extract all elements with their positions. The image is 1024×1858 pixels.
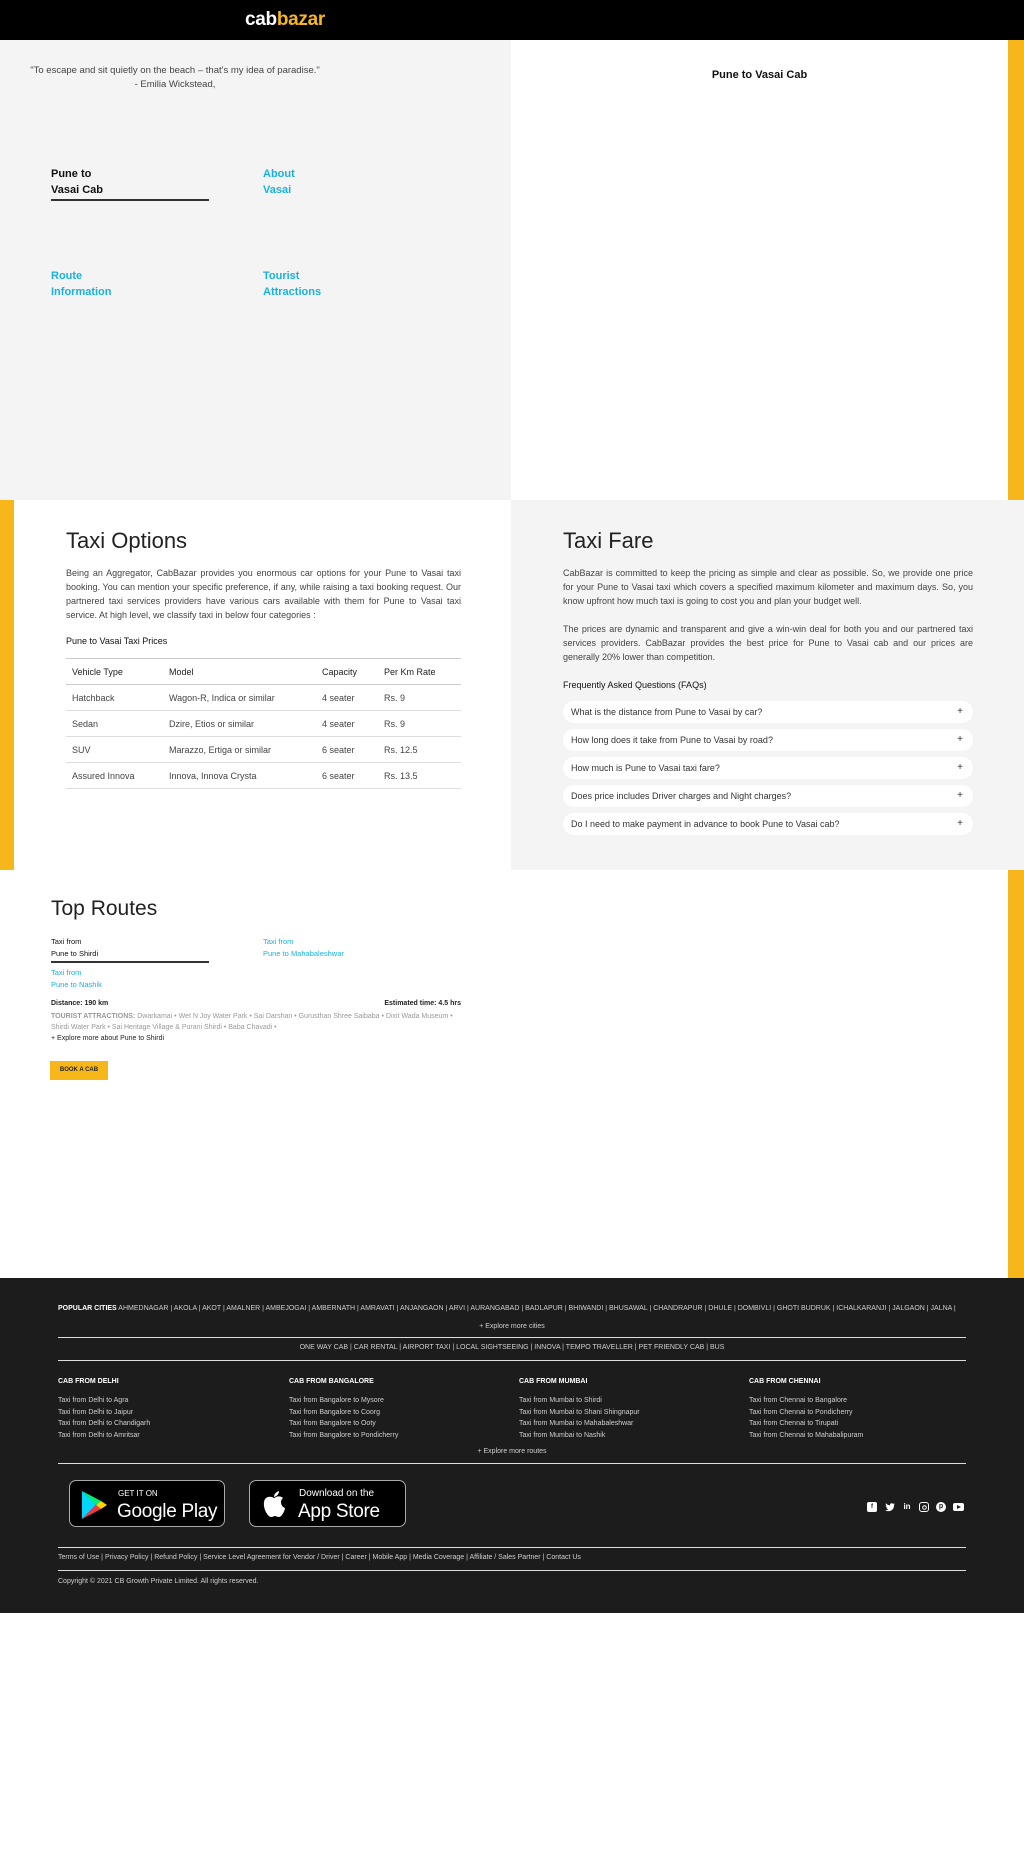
route-tab-line1: Taxi from xyxy=(51,937,82,946)
taxi-options-section xyxy=(0,500,511,870)
table-cell: Innova, Innova Crysta xyxy=(163,763,316,789)
route-link[interactable]: Taxi from Delhi to Chandigarh xyxy=(58,1420,151,1427)
route-tab-line2: Pune to Nashik xyxy=(51,980,102,989)
route-link[interactable]: Taxi from Chennai to Tirupati xyxy=(749,1420,839,1427)
tab-label-line2: Information xyxy=(51,286,112,298)
table-row xyxy=(66,763,461,789)
tab-label-line1: Pune to xyxy=(51,168,92,180)
google-play-icon xyxy=(80,1490,108,1520)
divider xyxy=(58,1463,966,1464)
route-list xyxy=(519,1395,640,1441)
app-store-button[interactable] xyxy=(249,1480,406,1527)
route-link[interactable]: Taxi from Delhi to Amritsar xyxy=(58,1431,140,1439)
faq-question: How long does it take from Pune to Vasai by road? xyxy=(571,735,773,745)
explore-more-cities-link[interactable]: + Explore more cities xyxy=(479,1323,545,1330)
copyright-text: Copyright © 2021 CB Growth Private Limited. All rights reserved. xyxy=(58,1578,259,1585)
plus-icon[interactable]: + xyxy=(957,762,963,773)
tourist-attractions-list xyxy=(51,1011,461,1033)
column-header: Vehicle Type xyxy=(66,659,163,685)
faq-question: Does price includes Driver charges and Night charges? xyxy=(571,791,792,801)
tab-label-line2: Vasai xyxy=(263,184,292,196)
route-link[interactable]: Taxi from Delhi to Jaipur xyxy=(58,1408,134,1416)
logo-text-cab: cab xyxy=(245,9,277,30)
table-cell: Rs. 9 xyxy=(378,711,461,737)
faq-question: Do I need to make payment in advance to book Pune to Vasai cab? xyxy=(571,819,840,829)
attractions-label: TOURIST ATTRACTIONS: xyxy=(51,1013,136,1020)
route-link[interactable]: Taxi from Bangalore to Coorg xyxy=(289,1408,381,1416)
table-cell: Rs. 12.5 xyxy=(378,737,461,763)
table-row xyxy=(66,711,461,737)
route-tab-pune-to-mahabaleshwar[interactable] xyxy=(263,936,344,960)
route-link[interactable]: Taxi from Bangalore to Ooty xyxy=(289,1420,376,1427)
linkedin-icon[interactable]: in xyxy=(903,1502,911,1511)
tab-label-line1: Route xyxy=(51,270,83,282)
column-heading: CAB FROM CHENNAI xyxy=(749,1378,821,1385)
route-tab-pune-to-shirdi[interactable] xyxy=(51,936,209,963)
faq-item[interactable] xyxy=(563,729,973,751)
quote-author: - Emilia Wickstead, xyxy=(134,79,216,90)
route-tab-pune-to-nashik[interactable] xyxy=(51,967,102,991)
pinterest-icon[interactable]: p xyxy=(936,1502,946,1512)
plus-icon[interactable]: + xyxy=(957,706,963,717)
tab-pune-to-vasai-cab[interactable] xyxy=(51,166,209,201)
taxi-fare-section xyxy=(511,500,1024,870)
hero-right-panel xyxy=(511,40,1008,500)
column-heading: CAB FROM BANGALORE xyxy=(289,1378,374,1385)
taxi-options-title: Taxi Options xyxy=(66,528,188,553)
twitter-icon[interactable] xyxy=(885,1502,895,1512)
column-header: Per Km Rate xyxy=(378,659,461,685)
accent-bar xyxy=(1008,870,1024,1278)
faq-item[interactable] xyxy=(563,813,973,835)
instagram-icon[interactable] xyxy=(919,1502,929,1512)
hero-quote xyxy=(30,64,320,92)
route-link[interactable]: Taxi from Mumbai to Nashik xyxy=(519,1431,606,1439)
table-cell: Rs. 13.5 xyxy=(378,763,461,789)
quote-text: "To escape and sit quietly on the beach – that's my idea of paradise." xyxy=(30,65,320,76)
route-link[interactable]: Taxi from Mumbai to Mahabaleshwar xyxy=(519,1420,634,1427)
column-header: Capacity xyxy=(316,659,378,685)
divider xyxy=(58,1337,966,1338)
google-play-small-text: GET IT ON xyxy=(118,1489,158,1498)
table-cell: 4 seater xyxy=(316,685,378,711)
plus-icon[interactable]: + xyxy=(957,818,963,829)
explore-route-link[interactable]: + Explore more about Pune to Shirdi xyxy=(51,1035,165,1042)
route-link[interactable]: Taxi from Bangalore to Mysore xyxy=(289,1397,384,1404)
tab-about-vasai[interactable] xyxy=(263,166,295,198)
top-routes-section xyxy=(0,870,1008,1278)
popular-cities-label: POPULAR CITIES xyxy=(58,1305,117,1312)
route-link[interactable]: Taxi from Chennai to Pondicherry xyxy=(749,1408,853,1416)
prices-title: Pune to Vasai Taxi Prices xyxy=(66,636,168,646)
faq-question: How much is Pune to Vasai taxi fare? xyxy=(571,763,720,773)
route-list xyxy=(58,1395,150,1441)
taxi-fare-paragraph-1: CabBazar is committed to keep the pricing as simple and clear as possible. So, we provide one price for your Pune to Vasai taxi which covers a specified maximum kilometer and maximum days. So, you know upfront how much taxi is going to cost you and plan your budget well. xyxy=(563,568,973,606)
table-row xyxy=(66,685,461,711)
tab-label-line2: Vasai Cab xyxy=(51,184,103,196)
tab-route-information[interactable] xyxy=(51,268,112,300)
faq-item[interactable] xyxy=(563,785,973,807)
top-routes-title: Top Routes xyxy=(51,897,158,920)
column-heading: CAB FROM DELHI xyxy=(58,1378,119,1385)
table-cell: Marazzo, Ertiga or similar xyxy=(163,737,316,763)
table-cell: SUV xyxy=(66,737,163,763)
table-header-row xyxy=(66,659,461,685)
tab-tourist-attractions[interactable] xyxy=(263,268,321,300)
route-tab-line2: Pune to Mahabaleshwar xyxy=(263,949,344,958)
plus-icon[interactable]: + xyxy=(957,734,963,745)
tab-label-line2: Attractions xyxy=(263,286,322,298)
taxi-options-description: Being an Aggregator, CabBazar provides you enormous car options for your Pune to Vasai taxi booking. You can mention your specific preference, if any, while raising a taxi booking request. Our partnered taxi services providers have various cars available with them for Pune to Vasai taxi service. At high level, we classify taxi in below four categories : xyxy=(66,568,461,620)
footer xyxy=(0,1278,1024,1613)
route-link[interactable]: Taxi from Mumbai to Shani Shingnapur xyxy=(519,1408,640,1416)
prices-table xyxy=(66,658,461,789)
table-cell: Assured Innova xyxy=(66,763,163,789)
taxi-fare-paragraph-2: The prices are dynamic and transparent and give a win-win deal for both you and our partnered taxi services providers. CabBazar provides the best price for Pune to Vasai cab and our prices are generally 20% lower than competition. xyxy=(563,624,973,662)
divider xyxy=(58,1360,966,1361)
accent-bar xyxy=(0,500,14,870)
faq-question: What is the distance from Pune to Vasai by car? xyxy=(571,707,763,717)
faq-title: Frequently Asked Questions (FAQs) xyxy=(563,680,707,690)
route-link[interactable]: Taxi from Chennai to Mahabalipuram xyxy=(749,1431,864,1439)
route-distance: Distance: 190 km xyxy=(51,1000,109,1007)
divider xyxy=(58,1547,966,1548)
explore-more-routes-link[interactable]: + Explore more routes xyxy=(477,1448,547,1455)
table-cell: Hatchback xyxy=(66,685,163,711)
tab-label-line1: Tourist xyxy=(263,270,300,282)
route-link[interactable]: Taxi from Chennai to Bangalore xyxy=(749,1397,848,1404)
table-cell: Sedan xyxy=(66,711,163,737)
legal-links[interactable]: Terms of Use | Privacy Policy | Refund Policy | Service Level Agreement for Vendor / Driver | Career | Mobile App | Media Coverage | Affiliate / Sales Partner | Contact Us xyxy=(58,1554,581,1561)
top-header xyxy=(0,0,1024,40)
tab-label-line1: About xyxy=(263,168,295,180)
app-store-large-text: App Store xyxy=(298,1501,380,1522)
table-cell: 6 seater xyxy=(316,737,378,763)
app-store-small-text: Download on the xyxy=(299,1488,375,1499)
facebook-icon[interactable]: f xyxy=(867,1502,877,1512)
faq-item[interactable] xyxy=(563,701,973,723)
route-link[interactable]: Taxi from Delhi to Agra xyxy=(58,1397,129,1404)
table-row xyxy=(66,737,461,763)
google-play-button[interactable] xyxy=(69,1480,225,1527)
route-tab-line2: Pune to Shirdi xyxy=(51,949,99,958)
popular-cities xyxy=(58,1305,968,1312)
logo-text-bazar: bazar xyxy=(276,9,325,30)
table-cell: 6 seater xyxy=(316,763,378,789)
route-tab-line1: Taxi from xyxy=(51,968,82,977)
table-cell: Dzire, Etios or similar xyxy=(163,711,316,737)
route-list xyxy=(749,1395,863,1441)
popular-cities-list[interactable]: AHMEDNAGAR | AKOLA | AKOT | AMALNER | AMBEJOGAI | AMBERNATH | AMRAVATI | ANJANGAON | ARVI | AURANGABAD | BADLAPUR | BHIWANDI | BHUSAWAL | CHANDRAPUR | DHULE | DOMBIVLI | GHOTI BUDRUK | ICHALKARANJI | JALGAON | JALNA | xyxy=(118,1305,956,1312)
route-link[interactable]: Taxi from Bangalore to Pondicherry xyxy=(289,1431,399,1439)
hero-left-panel xyxy=(0,40,511,500)
faq-item[interactable] xyxy=(563,757,973,779)
google-play-large-text: Google Play xyxy=(117,1501,218,1522)
book-a-cab-button[interactable]: BOOK A CAB xyxy=(50,1061,108,1080)
taxi-fare-title: Taxi Fare xyxy=(563,528,654,553)
accent-bar xyxy=(1008,40,1024,500)
panel-title: Pune to Vasai Cab xyxy=(711,69,808,81)
services-links[interactable]: ONE WAY CAB | CAR RENTAL | AIRPORT TAXI | LOCAL SIGHTSEEING | INNOVA | TEMPO TRAVELLER | PET FRIENDLY CAB | BUS xyxy=(299,1344,725,1351)
route-list xyxy=(289,1395,398,1441)
table-cell: Wagon-R, Indica or similar xyxy=(163,685,316,711)
apple-icon xyxy=(262,1490,286,1518)
cabbazar-logo[interactable] xyxy=(245,9,325,31)
table-cell: 4 seater xyxy=(316,711,378,737)
route-tab-line1: Taxi from xyxy=(263,937,294,946)
attractions-text: Dwarkamai • Wet N Joy Water Park • Sai Darshan • Gurusthan Shree Saibaba • Dixit Wada Museum • Shirdi Water Park • Sai Heritage Village & Purani Shirdi • Baba Chavadi • xyxy=(51,1013,453,1031)
column-heading: CAB FROM MUMBAI xyxy=(519,1378,588,1385)
divider xyxy=(58,1570,966,1571)
route-link[interactable]: Taxi from Mumbai to Shirdi xyxy=(519,1397,602,1404)
table-cell: Rs. 9 xyxy=(378,685,461,711)
column-header: Model xyxy=(163,659,316,685)
route-estimated-time: Estimated time: 4.5 hrs xyxy=(384,1000,461,1007)
plus-icon[interactable]: + xyxy=(957,790,963,801)
youtube-icon[interactable] xyxy=(953,1503,964,1511)
